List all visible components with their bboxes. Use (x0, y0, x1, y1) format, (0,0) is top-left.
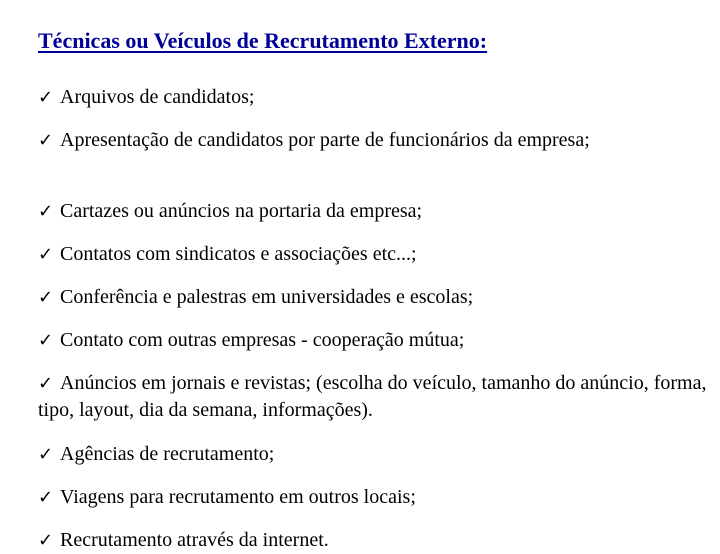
check-icon: ✓ (38, 244, 54, 265)
slide-title: Técnicas ou Veículos de Recrutamento Externo: (38, 28, 488, 53)
check-icon: ✓ (38, 530, 54, 551)
check-icon: ✓ (38, 330, 54, 351)
list-item-text: Apresentação de candidatos por parte de funcionários da empresa; (60, 129, 590, 151)
list-item-text: Viagens para recrutamento em outros locais; (60, 486, 416, 508)
check-icon: ✓ (38, 87, 54, 108)
check-icon: ✓ (38, 130, 54, 151)
list-item (38, 484, 708, 511)
list-item (38, 198, 708, 225)
list-item-text: Recrutamento através da internet. (60, 529, 329, 551)
check-icon: ✓ (38, 201, 54, 222)
list-item (38, 527, 708, 554)
check-icon: ✓ (38, 373, 54, 394)
list-item-text: Agências de recrutamento; (60, 443, 275, 465)
list-item (38, 127, 708, 154)
list-item-text: Cartazes ou anúncios na portaria da empresa; (60, 200, 423, 222)
check-icon: ✓ (38, 487, 54, 508)
list-item (38, 441, 708, 468)
check-icon: ✓ (38, 444, 54, 465)
list-item-text: Anúncios em jornais e revistas; (escolha do veículo, tamanho do anúncio, forma, tipo, layout, dia da semana, informações). (38, 372, 707, 421)
list-item-text: Contatos com sindicatos e associações etc...; (60, 243, 417, 265)
check-icon: ✓ (38, 287, 54, 308)
list-item (38, 284, 708, 311)
list-item (38, 370, 708, 423)
list-item (38, 327, 708, 354)
list-item (38, 84, 708, 111)
list-item-text: Arquivos de candidatos; (60, 86, 255, 108)
list-item (38, 241, 708, 268)
list-item-text: Conferência e palestras em universidades e escolas; (60, 286, 474, 308)
list-item-text: Contato com outras empresas - cooperação mútua; (60, 329, 465, 351)
